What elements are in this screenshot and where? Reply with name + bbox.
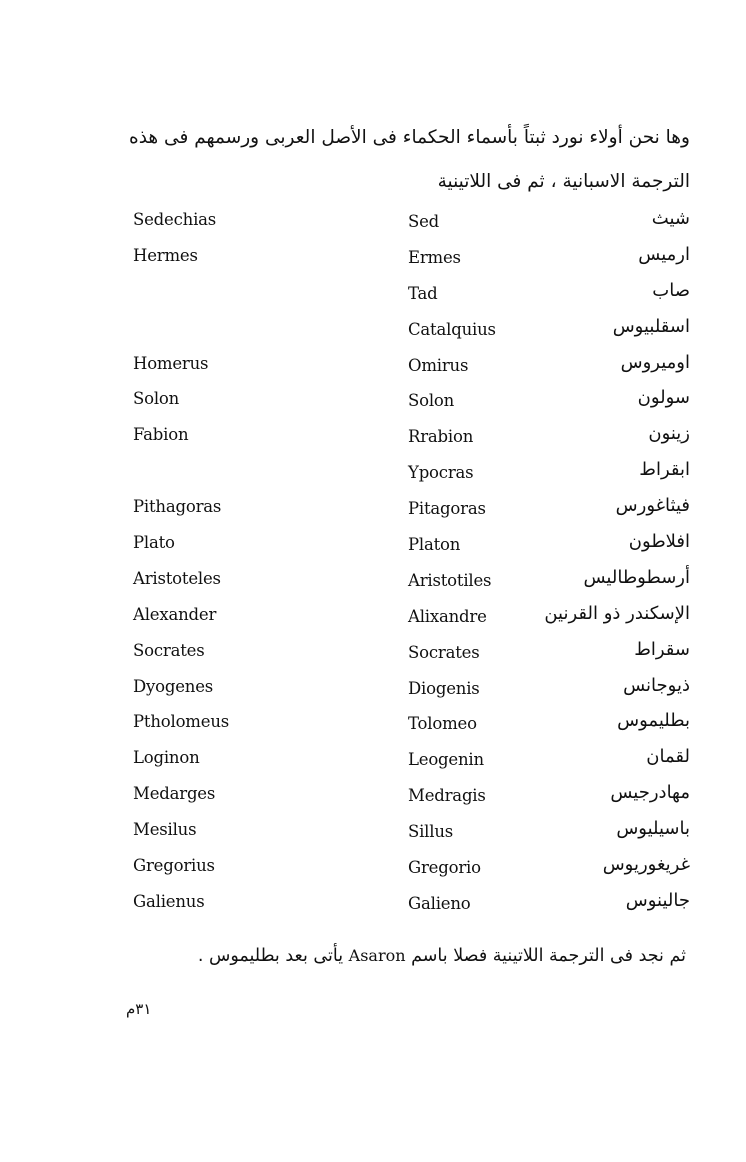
latin-name: Mesilus — [133, 820, 197, 840]
arabic-name: لقمان — [646, 746, 690, 768]
latin-name: Ptholomeus — [133, 712, 230, 732]
table-row — [0, 494, 746, 530]
closing-sentence — [198, 946, 686, 966]
table-row — [0, 315, 746, 351]
arabic-name: سقراط — [634, 638, 690, 660]
arabic-name: اوميروس — [620, 351, 690, 373]
arabic-name: ذيوجانس — [623, 674, 690, 696]
arabic-name: شيث — [651, 208, 690, 229]
arabic-name: بطليموس — [617, 710, 690, 732]
latin-name: Dyogenes — [133, 676, 214, 696]
latin-name: Hermes — [133, 245, 198, 265]
spanish-name: Galieno — [408, 893, 471, 913]
arabic-name: صاب — [652, 279, 690, 301]
table-row — [0, 458, 746, 494]
table-row — [0, 351, 746, 387]
arabic-name: أرسطوطاليس — [583, 566, 690, 588]
latin-name: Sedechias — [133, 210, 217, 229]
closing-text-before: ثم نجد فى الترجمة اللاتينية فصلا باسم — [411, 946, 686, 966]
arabic-name: زينون — [648, 423, 690, 445]
latin-name: Fabion — [133, 425, 189, 445]
closing-latin-word: Asaron — [348, 946, 406, 965]
spanish-name: Medragis — [408, 786, 486, 806]
latin-name: Solon — [133, 389, 180, 409]
table-row — [0, 386, 746, 422]
intro-line-1: وها نحن أولاء نورد ثبتاً بأسماء الحكماء فى الأصل العربى ورسمهم فى هذه — [129, 127, 690, 148]
latin-name: Socrates — [133, 640, 205, 660]
spanish-name: Solon — [408, 391, 455, 411]
table-row — [0, 638, 746, 674]
arabic-name: ارميس — [638, 243, 690, 265]
table-row — [0, 817, 746, 853]
latin-name: Loginon — [133, 748, 200, 768]
table-row — [0, 602, 746, 638]
table-row — [0, 853, 746, 889]
arabic-name: الإسكندر ذو القرنين — [544, 602, 690, 624]
page-number: ٣١م — [126, 1000, 152, 1018]
table-row — [0, 889, 746, 925]
arabic-name: غريغوريوس — [602, 854, 690, 876]
arabic-name: جالينوس — [625, 889, 690, 911]
spanish-name: Gregorio — [408, 858, 481, 878]
table-row — [0, 279, 746, 315]
spanish-name: Rrabion — [408, 427, 474, 447]
spanish-name: Sillus — [408, 822, 454, 842]
arabic-name: مهادرجيس — [610, 782, 690, 804]
table-row — [0, 674, 746, 710]
spanish-name: Omirus — [408, 355, 469, 375]
latin-name: Gregorius — [133, 856, 215, 876]
spanish-name: Tad — [408, 283, 438, 303]
arabic-name: باسيليوس — [616, 818, 690, 840]
intro-paragraph — [120, 116, 690, 204]
table-row — [0, 781, 746, 817]
table-row — [0, 745, 746, 781]
intro-line-2: الترجمة الاسبانية ، ثم فى اللاتينية — [437, 171, 690, 192]
arabic-name: فيثاغورس — [615, 495, 690, 517]
spanish-name: Alixandre — [408, 606, 487, 626]
table-row — [0, 207, 746, 243]
spanish-name: Aristotiles — [408, 570, 492, 590]
names-table — [0, 207, 746, 925]
spanish-name: Diogenis — [408, 678, 480, 698]
table-row — [0, 530, 746, 566]
latin-name: Plato — [133, 533, 175, 553]
table-row — [0, 566, 746, 602]
table-row — [0, 243, 746, 279]
spanish-name: Platon — [408, 535, 461, 555]
spanish-name: Pitagoras — [408, 499, 486, 519]
closing-text-after: يأتى بعد بطليموس . — [197, 946, 344, 966]
table-row — [0, 422, 746, 458]
latin-name: Homerus — [133, 353, 209, 373]
spanish-name: Ypocras — [408, 463, 474, 483]
latin-name: Medarges — [133, 784, 216, 804]
latin-name: Galienus — [133, 891, 205, 911]
arabic-name: افلاطون — [628, 531, 690, 553]
latin-name: Alexander — [133, 604, 217, 624]
arabic-name: اسقلبيوس — [612, 315, 690, 337]
spanish-name: Sed — [408, 212, 440, 231]
latin-name: Pithagoras — [133, 497, 222, 517]
spanish-name: Leogenin — [408, 750, 484, 770]
table-row — [0, 709, 746, 745]
arabic-name: سولون — [637, 387, 690, 409]
spanish-name: Socrates — [408, 642, 480, 662]
spanish-name: Catalquius — [408, 319, 496, 339]
spanish-name: Tolomeo — [408, 714, 477, 734]
spanish-name: Ermes — [408, 247, 461, 267]
latin-name: Aristoteles — [133, 568, 221, 588]
arabic-name: ابقراط — [639, 459, 690, 481]
